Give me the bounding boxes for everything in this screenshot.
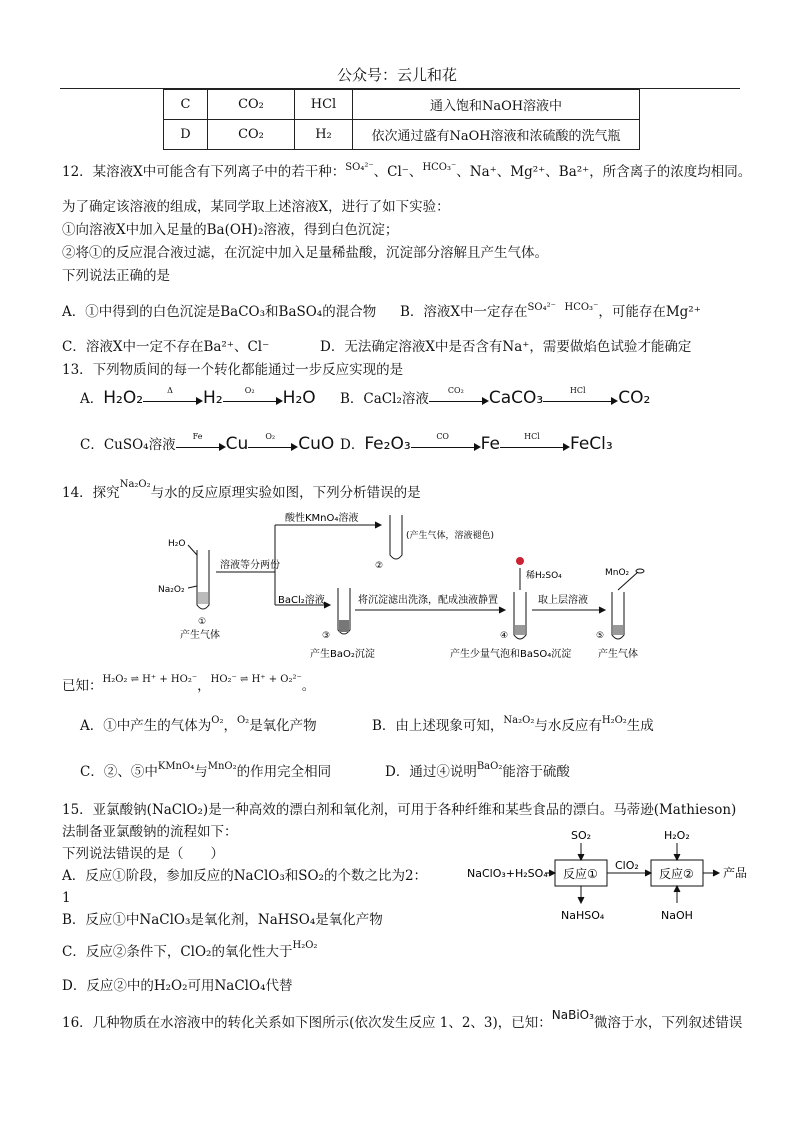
q12-ion-bicarbonate: HCO₃⁻ [422,162,457,173]
q13-c-s2: Cu [225,434,249,454]
q14-option-c [80,762,331,784]
arrow-condition: O₂ [244,385,255,395]
q12-line3: ①向溶液X中加入足量的Ba(OH)₂溶液，得到白色沉淀； [62,222,399,238]
flow-reaction-1: 反应① [563,867,598,881]
label-na2o2: Na₂O₂ [158,585,185,595]
q12-stem-b: 、Na⁺、Mg²⁺、Ba²⁺，所含离子的浓度均相同。 [456,164,752,180]
q14-option-a-f2: O₂ [236,715,250,726]
reaction-arrow [176,431,226,452]
q13-b-s3: CO₂ [618,388,651,408]
page-header: 公众号：云儿和花 [337,66,458,84]
q13-d-s2: Fe [480,434,500,454]
flow-nahso4: NaHSO₄ [561,909,605,922]
arrow-condition: O₂ [265,431,276,441]
q14-option-c-b: 与 [194,764,208,780]
label-bacl2: BaCl₂溶液 [278,595,325,606]
q12-option-d: D．无法确定溶液X中是否含有Na⁺，需要做焰色试验才能确定 [320,339,692,355]
q16-stem [62,1008,743,1033]
q14-option-b-f2: H₂O₂ [601,715,627,726]
q14-known-end: 。 [301,678,316,694]
q14-option-d-a: D．通过④说明 [385,764,477,780]
table-row [164,120,640,150]
q14-formula: Na₂O₂ [119,479,151,490]
q14-option-c-f2: MnO₂ [207,761,237,772]
reaction-arrow [411,431,481,452]
q15-option-c-a: C．反应②条件下，ClO₂的氧化性大于 [62,944,293,960]
q15-option-c-f: H₂O₂ [292,940,318,951]
test-tube-2 [390,515,402,559]
reaction-arrow [248,431,298,452]
table-cell: CO₂ [208,120,295,150]
table-cell: D [164,120,208,150]
q14-option-d-f1: BaO₂ [476,761,503,772]
table-cell: H₂ [295,120,353,150]
q16-formula: NaBiO₃ [551,1008,594,1022]
reaction-arrow [500,431,570,452]
q14-stem-b: 与水的反应原理实验如图，下列分析错误的是 [150,485,421,501]
q14-option-a: A．①中产生的气体为$^{O_2}$，$^{O_2}$是氧化产物 [80,715,317,734]
label-wash: 将沉淀滤出洗涤，配成浊液静置 [358,595,498,606]
q16-line-b: 微溶于水，下列叙述错误 [593,1015,743,1031]
q13-option-a [80,385,316,409]
flow-h2o2: H₂O₂ [664,829,690,842]
reaction-arrow [429,385,489,406]
q15-option-a: A．反应①阶段，参加反应的NaClO₃和SO₂的个数之比为2： [62,868,428,884]
reaction-arrow [223,385,283,406]
q12-option-b [400,302,701,324]
q14-equation-1: H₂O₂ ⇌ H⁺ + HO₂⁻ [102,674,198,685]
q14-option-a-a: A．①中产生的气体为 [80,718,212,734]
label-tube-1: ① [198,617,207,627]
q12-option-b-ion2: HCO₃⁻ [564,302,599,313]
arrow-condition: HCl [524,431,540,441]
q16-line-a: 16．几种物质在水溶液中的转化关系如下图所示(依次发生反应 1、2、3)，已知： [62,1015,552,1031]
table-cell: HCl [295,90,353,120]
label-tube-3: ③ [322,631,331,641]
q14-stem [62,479,421,505]
q12-line5: 下列说法正确的是 [62,268,170,284]
reaction-arrow [543,385,618,406]
q12-stem [62,162,751,184]
q12-option-a: A．①中得到的白色沉淀是BaCO₃和BaSO₄的混合物 [62,304,377,320]
q13-c-label: C． [80,437,104,453]
q13-option-b [340,385,651,409]
q12-option-b-b: ，可能存在Mg²⁺ [598,304,701,320]
q14-option-b-a: B．由上述现象可知， [372,718,504,734]
flow-product: 产品 [723,866,748,880]
q14-option-d [385,762,570,784]
arrow-condition: HCl [569,385,586,395]
q13-b-s1: CaCl₂溶液 [363,391,429,407]
q13-stem: 13．下列物质间的每一个转化都能通过一步反应实现的是 [62,362,404,378]
flow-reaction-2: 反应② [659,867,694,881]
q15-line1: 15．亚氯酸钠(NaClO₂)是一种高效的漂白剂和氧化剂，可用于各种纤维和某些食品的漂白。马蒂逊(Mathieson) [62,802,737,818]
q12-option-c: C．溶液X中一定不存在Ba²⁺、Cl⁻ [62,339,270,355]
label-tube-5: ⑤ [596,631,605,641]
q13-option-c [80,431,335,455]
q13-b-label: B． [340,391,364,407]
q14-option-a-f1: O₂ [211,715,224,726]
q13-option-d [340,431,613,455]
dropper-bulb [516,557,524,565]
flow-feed: NaClO₃+H₂SO₄ [467,867,548,880]
q15-line2: 法制备亚氯酸钠的流程如下： [62,824,238,840]
label-tube-3-note: 产生BaO₂沉淀 [310,649,375,660]
label-tube-4: ④ [500,631,509,641]
label-tube-5-note: 产生气体 [598,649,638,660]
q15-option-a-cont: 1 [62,890,71,906]
flow-clo2: ClO₂ [615,859,639,872]
q12-option-b-ion1: SO₄²⁻ [527,302,556,313]
q14-option-c-f1: KMnO₄ [157,761,195,772]
q12-stem-a: 12．某溶液X中可能含有下列离子中的若干种： [62,164,346,180]
label-h2o: H₂O [168,539,186,549]
flow-so2: SO₂ [571,829,592,842]
label-kmno4: 酸性KMnO₄溶液 [285,513,359,524]
label-upper: 取上层溶液 [538,595,588,606]
q12-line2: 为了确定该溶液的组成，某同学取上述溶液X，进行了如下实验： [62,199,450,215]
q14-option-b-b: 与水反应有 [534,718,602,734]
table-row [164,90,640,120]
q14-known-label: 已知： [62,678,103,694]
q12-ion-list: 、Cl⁻、 [373,164,423,180]
q12-ion-sulfate: SO₄²⁻ [345,162,374,173]
table-cell: 通入饱和NaOH溶液中 [353,90,640,120]
q14-option-b-c: 生成 [626,718,654,734]
reagent-table [163,89,640,150]
q12-line4: ②将①的反应混合液过滤，在沉淀中加入足量稀盐酸，沉淀部分溶解且产生气体。 [62,245,548,261]
label-split: 溶液等分两份 [220,560,280,571]
flow-diagram [465,825,755,925]
experiment-diagram [150,510,650,660]
q14-stem-a: 14．探究 [62,485,120,501]
label-tube-2: ② [375,561,384,571]
q13-a-s1: H₂O₂ [103,388,144,408]
table-cell: 依次通过盛有NaOH溶液和浓硫酸的洗气瓶 [353,120,640,150]
q14-option-a-b: 是氧化产物 [249,718,317,734]
q15-line3: 下列说法错误的是（ ） [62,846,224,862]
label-tube-1-note: 产生气体 [180,630,220,641]
q14-option-b-f1: Na₂O₂ [503,715,535,726]
q14-known: 已知：$^{H_2O_2 \rightleftharpoons H^+ + HO_2^-}$，$^{HO_2^- \rightleftharpoons H^+ + O_2^{2-}}$。 [62,674,316,694]
q15-option-d: D．反应②中的H₂O₂可用NaClO₄代替 [62,978,293,994]
q13-a-s2: H₂ [203,388,223,408]
q13-b-s2: CaCO₃ [488,388,544,408]
arrow-condition: Fe [192,431,203,441]
q14-option-b [372,716,654,738]
table-cell: CO₂ [208,90,295,120]
table-cell: C [164,90,208,120]
q14-option-d-b: 能溶于硫酸 [502,764,570,780]
q15-option-b: B．反应①中NaClO₃是氧化剂，NaHSO₄是氧化产物 [62,912,383,928]
q13-d-s3: FeCl₃ [569,434,613,454]
arrow-condition: CO [436,431,449,441]
q13-d-s1: Fe₂O₃ [364,434,411,454]
q14-option-c-c: 的作用完全相同 [236,764,332,780]
arrow-condition: CO₂ [447,385,464,395]
arrow-condition: Δ [167,385,173,395]
label-tube-4-note: 产生少量气泡和BaSO₄沉淀 [450,649,572,660]
q13-d-label: D． [340,437,365,453]
label-h2so4: 稀H₂SO₄ [526,571,562,581]
label-mno2: MnO₂ [605,568,630,578]
label-tube-2-note: (产生气体，溶液褪色) [406,531,495,541]
q14-option-c-a: C．②、⑤中 [80,764,158,780]
q13-a-label: A． [80,391,104,407]
reaction-arrow [143,385,203,406]
q15-option-c [62,942,317,964]
q14-equation-2: HO₂⁻ ⇌ H⁺ + O₂²⁻ [210,674,302,685]
q13-c-s1: CuSO₄溶液 [103,437,176,453]
q12-option-b-a: B．溶液X中一定存在 [400,304,528,320]
q13-c-s3: CuO [298,434,335,454]
q13-a-s3: H₂O [282,388,316,408]
flow-naoh: NaOH [661,909,693,922]
